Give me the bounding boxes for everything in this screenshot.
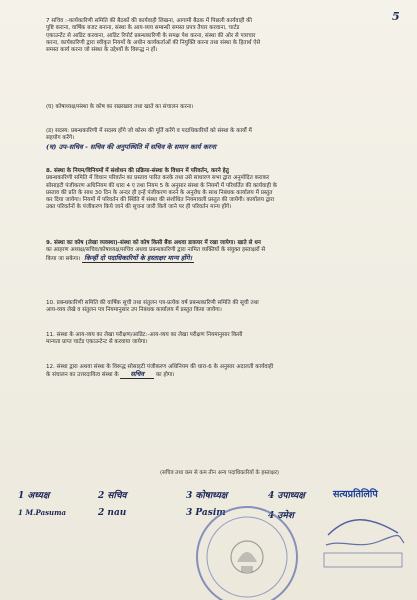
section-line: 11. संस्था के आय-व्यय का लेखा परीक्षण/आडिट:-आय-व्यय का लेखा परीक्षण नियमानुसार किसी — [46, 332, 243, 338]
section-line: समस्त कार्य करना जो संस्था के उद्देश्यों के विरूद्ध न हों। — [46, 47, 158, 54]
registrar-stamp-icon — [318, 505, 408, 575]
handwritten-note-signatories: किन्हीं दो पदाधिकारियों के हस्ताक्षर मान्य होंगे। — [84, 253, 192, 262]
certified-copy-stamp: सत्यप्रतिलिपि — [333, 489, 378, 500]
officer-1 — [18, 488, 49, 501]
section-line: कर दिया जायेगा। नियमों में परिवर्तन की स्थिति में संस्था की संशोधित नियमावली प्रस्तुत की जायेगी। कार्यालय द्वारा — [46, 197, 275, 204]
signature-text: उमेश — [277, 511, 294, 521]
signature-text: M.Pasuma — [25, 508, 67, 517]
handwritten-blank-sachiv: सचिव — [120, 370, 154, 379]
section-line: आय-व्यय लेखे व संतुलन पत्र नियमानुसार उप निबंधक कार्यालय में प्रस्तुत किया जायेगा। — [46, 307, 222, 314]
section-line: एकाउन्टेंट से आडिट करवाना, आडिट रिपोर्ट प्रबन्धकारिणी के समक्ष पेश करना, संस्था की ओर से पत्राचार — [46, 32, 256, 39]
signature-number: 2 — [98, 508, 105, 518]
section-line: (घ) कोषाध्यक्ष/संस्था के कोष का रखरखाव तथा खाते का संचालन करना। — [46, 104, 194, 110]
section-line-suffix: का होगा। — [155, 372, 175, 379]
section-line — [46, 371, 402, 379]
officer-2 — [98, 488, 127, 501]
section-line — [46, 255, 402, 263]
section-line: सहयोग करेंगे। — [46, 135, 75, 142]
section-line: उक्त परिवर्तनों के पंजीकरण किये जाने की सूचना जारी किये जाने पर ही परिवर्तन मान्य होंगे। — [46, 204, 232, 211]
section-9 — [46, 240, 402, 263]
section-line: पुष्टि कराना, वार्षिक बजट बनाना, संस्था के आय-व्यय सम्बन्धी समस्त प्रपत्र तैयार करवाना, चार्टड — [46, 25, 240, 32]
section-line: 12. संस्था द्वारा अथवा संस्था के विरूद्ध सोसाइटी पंजीकरण अधिनियम की धारा-6 के अनुसार अदालती कार्यवाही — [46, 364, 274, 370]
section-line: (ड) सदस्य: प्रबन्धकारिणी में सदस्य होंगे जो कोरम की पूर्ति करेंगे व पदाधिकारियों को संस्था के कार्यों में — [46, 128, 252, 134]
officer-title: अध्यक्ष — [27, 491, 50, 501]
section-line: करना, कार्यकारिणी द्वारा स्वीकृत नियमों के अधीन कार्यकर्ताओं की नियुक्ति करना तथा संस्था के हितार्थ ऐसे — [46, 39, 261, 46]
officer-title: उपाध्यक्ष — [277, 491, 305, 501]
signature-number: 4 — [268, 511, 275, 521]
section-10 — [46, 300, 402, 315]
section-line: प्रबन्धकारिणी समिति में विधान परिवर्तन का प्रस्ताव पारित करके तथा उसे साधारण सभा द्वारा अनुमोदित कराकर — [46, 175, 270, 182]
officer-number: 4 — [268, 491, 275, 501]
section-line: 7 सचिव :-कार्यकारिणी समिति की बैठकों की कार्यवाही लिखना, आगामी बैठक में पिछली कार्यवाही की — [46, 18, 252, 24]
handwritten-note-upsachiv: (च) उप-सचिव - सचिव की अनुपस्थिति में सचिव के समान कार्य करना — [46, 142, 217, 151]
section-8 — [46, 168, 402, 212]
section-line: मान्यता प्राप्त चार्टड एकाउन्टेन्ट से करवाया जायेगा। — [46, 339, 148, 346]
section-7 — [46, 18, 402, 54]
signature-1 — [18, 508, 66, 517]
officer-title: कोषाध्यक्ष — [195, 491, 228, 501]
section-gha — [46, 104, 402, 111]
section-ng — [46, 128, 402, 152]
signature-number: 3 — [186, 508, 193, 518]
officer-4 — [268, 488, 305, 501]
page-number: 5 — [392, 10, 400, 23]
officer-title: सचिव — [107, 491, 127, 501]
signature-text: nau — [107, 508, 127, 518]
section-line: का आहरण अध्यक्ष/सचिव/कोषाध्यक्ष/सचिव अथवा प्रबन्धकारिणी द्वारा नामित व्यक्तियों के संयुक्त हस्ताक्षरों से — [46, 247, 266, 254]
officer-number: 3 — [186, 491, 193, 501]
official-seal-icon — [192, 502, 302, 600]
section-line-text: किया जा सकेगा। — [46, 255, 81, 262]
section-11 — [46, 332, 402, 347]
officer-3 — [186, 488, 227, 501]
officer-number: 2 — [98, 491, 105, 501]
section-line: 9. संस्था का कोष (लेखा व्यवस्था)-संस्था को कोष किसी बैंक अथवा डाकघर में रखा जायेगा। खाते से धन — [46, 240, 261, 246]
section-line: प्रस्ताव की प्रति के साथ 30 दिन के अन्दर ही इन्हें पंजीकरण करने के अनुरोध के साथ निबंधक कार्यालय में प्रस्तुत — [46, 189, 273, 196]
section-line-text: के संचालन का उत्तरदायित्व संस्था के — [46, 372, 119, 379]
section-line: सोसाइटी पंजीकरण अधिनियम की धारा 4 ए तथा नियम 5 के अनुसार संस्था के नियमों में परिवर्तित की कार्यवाही के — [46, 182, 278, 189]
signature-caption: (सचिव तथा कम से कम तीन अन्य पदाधिकारियों के हस्ताक्षर) — [160, 470, 279, 476]
section-line: 10. प्रबन्धकारिणी समिति की वार्षिक सूची तथा संतुलन पत्र-प्रत्येक वर्ष प्रबन्धकारिणी समिति की सूची तथा — [46, 300, 259, 306]
officer-number: 1 — [18, 491, 25, 501]
section-line: 8. संस्था के नियम/विनियमों में संशोधन की प्रक्रिया-संस्था के विधान में परिवर्तन, करने हेतु — [46, 168, 229, 174]
section-12 — [46, 364, 402, 380]
signature-2 — [98, 508, 126, 518]
signature-text: Pasim — [195, 508, 226, 518]
signature-number: 1 — [18, 508, 23, 517]
